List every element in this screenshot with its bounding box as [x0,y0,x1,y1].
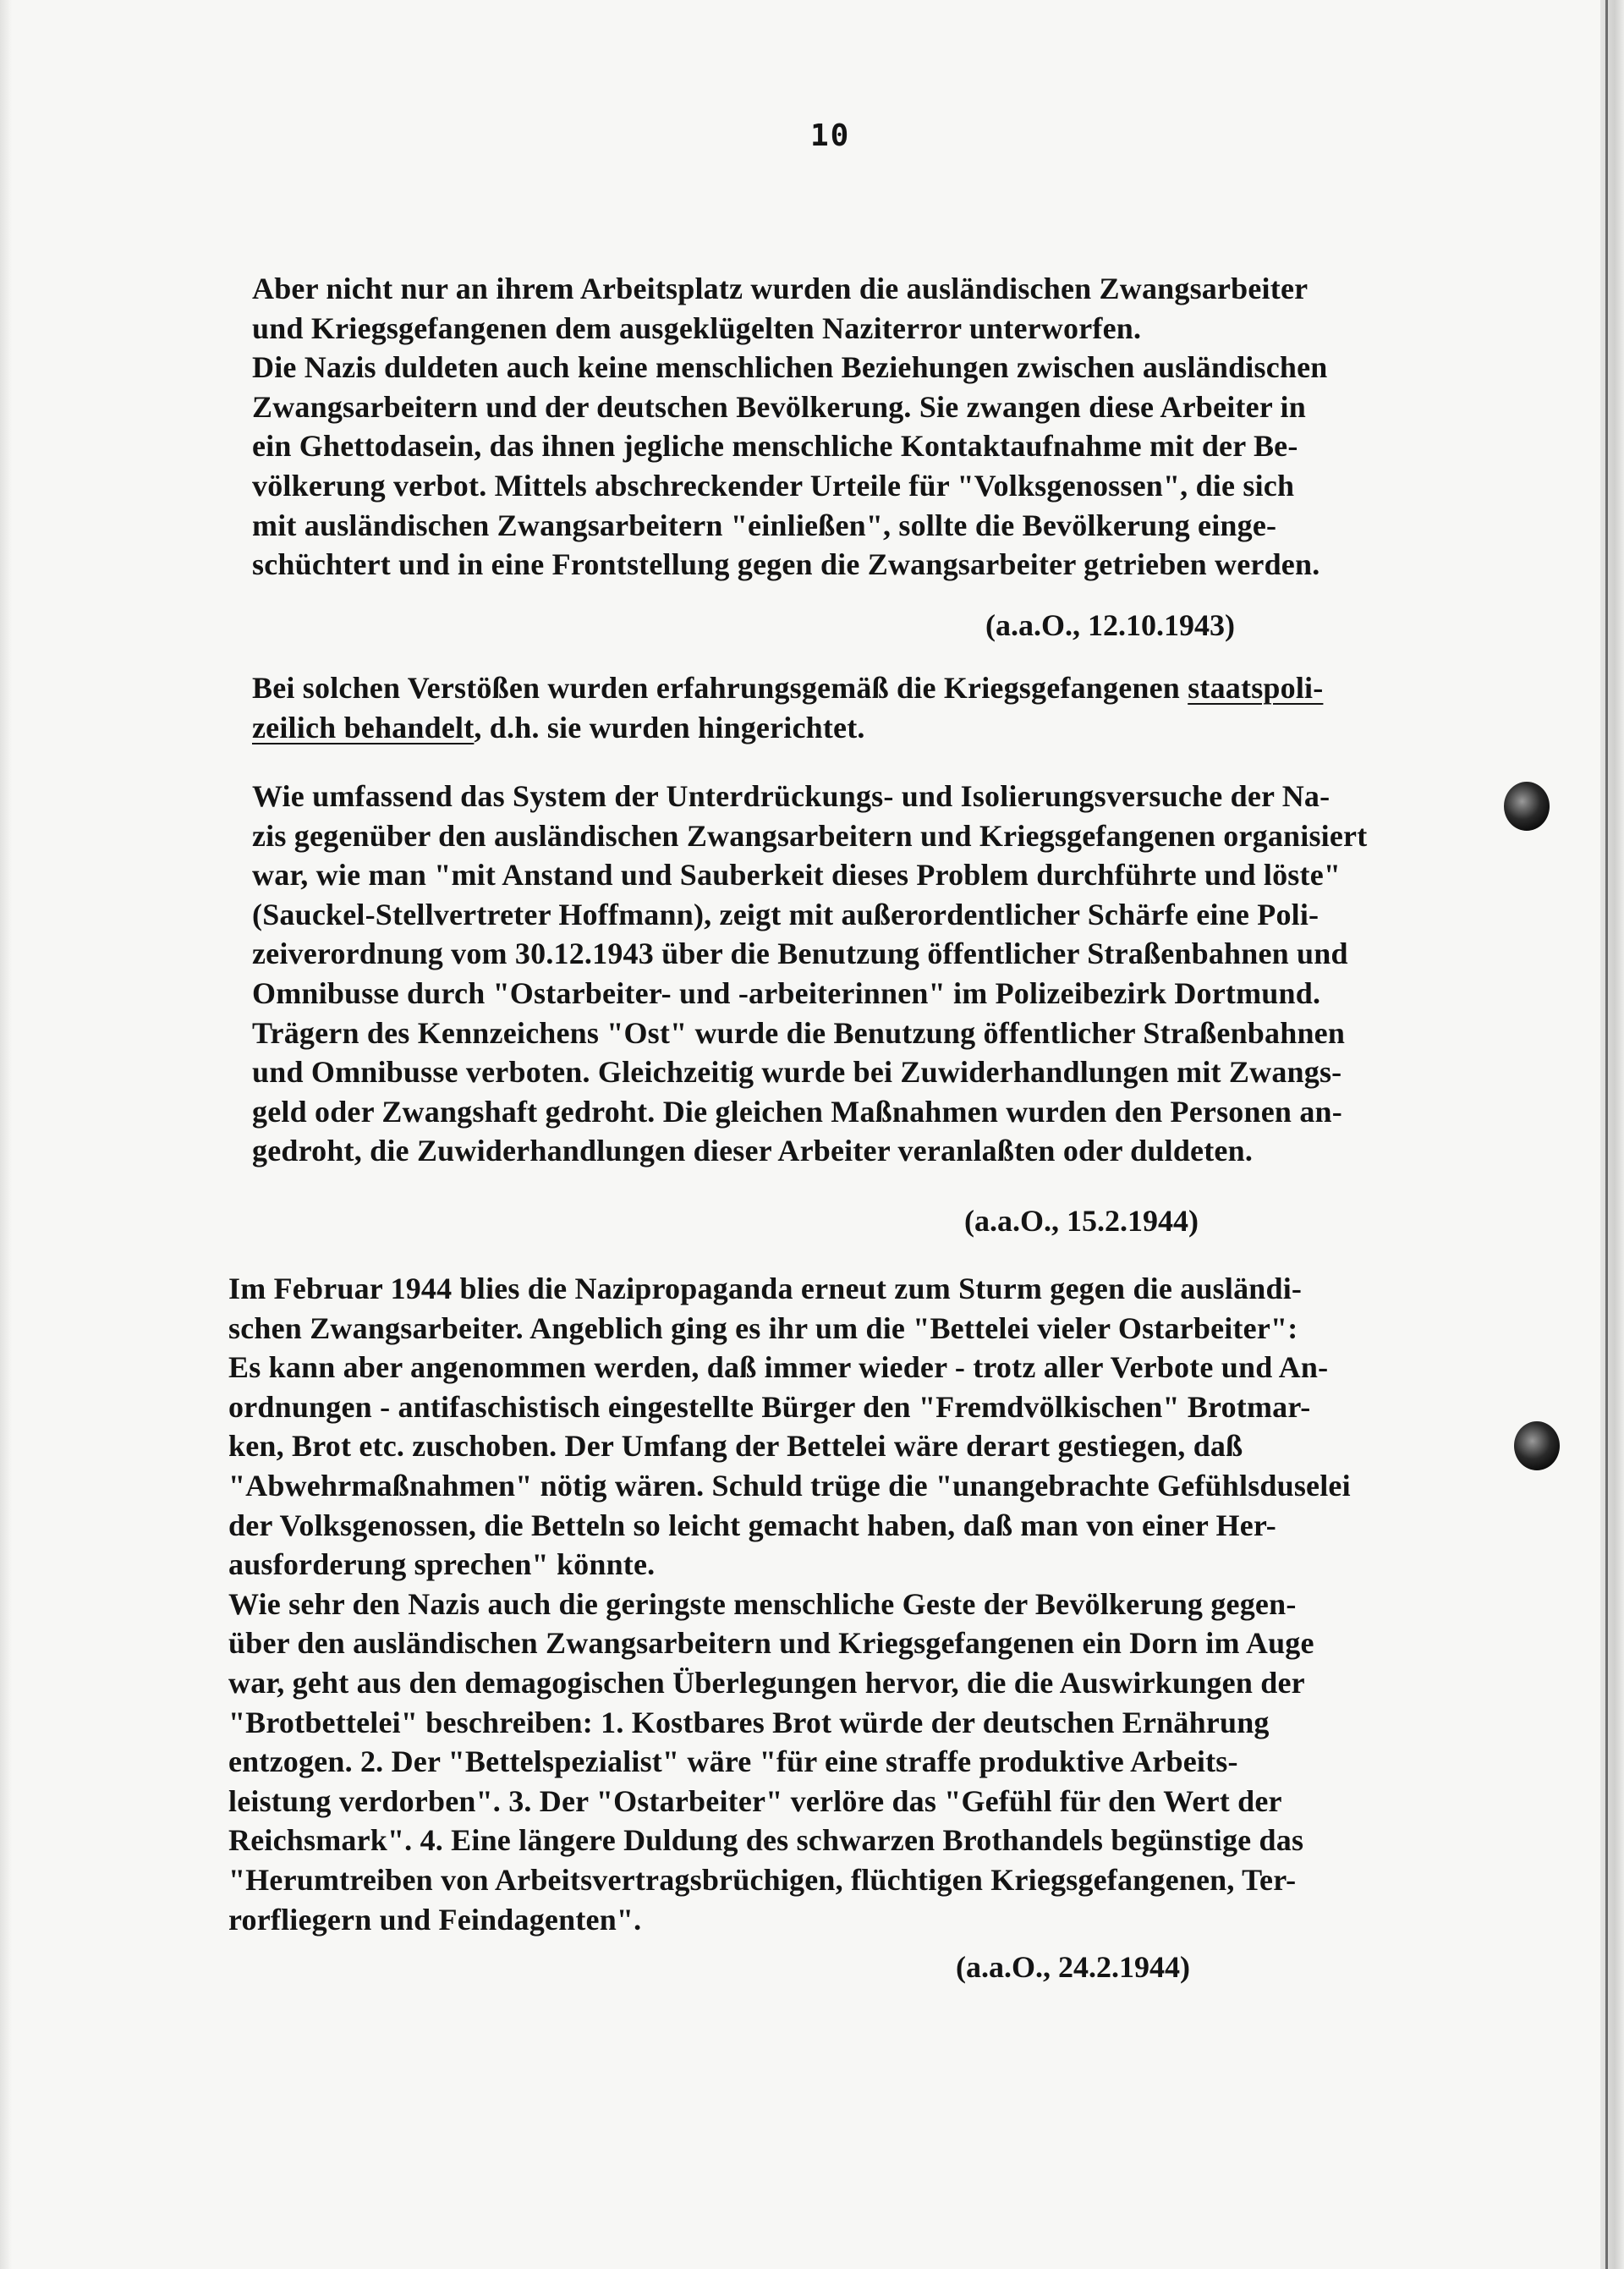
text-line: Aber nicht nur an ihrem Arbeitsplatz wurden die ausländischen Zwangsarbeiter [252,272,1309,305]
text-segment: Bei solchen Verstößen wurden erfahrungsgemäß die Kriegsgefangenen [252,671,1188,705]
text-line [252,708,1323,748]
text-line: Es kann aber angenommen werden, daß immer wieder - trotz aller Verbote und An- [228,1350,1329,1385]
text-line: Reichsmark". 4. Eine längere Duldung des schwarzen Brothandels begünstige das [228,1823,1304,1858]
underlined-phrase: zeilich behandelt [252,710,475,744]
paragraph-forced-labor-terror [252,269,1328,585]
text-line: Wie sehr den Nazis auch die geringste menschliche Geste der Bevölkerung gegen- [228,1586,1297,1621]
text-line: leistung verdorben". 3. Der "Ostarbeiter" verlöre das "Gefühl für den Wert der [228,1783,1282,1818]
page-number: 10 [810,118,851,153]
paragraph-executions [252,668,1323,747]
text-line: und Kriegsgefangenen dem ausgeklügelten Naziterror unterworfen. [252,310,1142,345]
text-line: ausforderung sprechen" könnte. [228,1547,656,1582]
text-line: Im Februar 1944 blies die Nazipropaganda erneut zum Sturm gegen die ausländi- [228,1272,1303,1305]
text-line: mit ausländischen Zwangsarbeitern "einließen", sollte die Bevölkerung einge- [252,508,1277,542]
text-line: "Herumtreiben von Arbeitsvertragsbrüchigen, flüchtigen Kriegsgefangenen, Ter- [228,1862,1297,1897]
paragraph-police-ordinance [252,777,1367,1171]
text-line: war, geht aus den demagogischen Überlegungen hervor, die die Auswirkungen der [228,1665,1305,1700]
text-line: war, wie man "mit Anstand und Sauberkeit dieses Problem durchführte und löste" [252,858,1341,893]
text-line [252,668,1323,708]
text-line: schen Zwangsarbeiter. Angeblich ging es ihr um die "Bettelei vieler Ostarbeiter": [228,1310,1298,1345]
text-line: zeiverordnung vom 30.12.1943 über die Benutzung öffentlicher Straßenbahnen und [252,937,1348,971]
text-segment: , d.h. sie wurden hingerichtet. [474,710,865,744]
text-line: zis gegenüber den ausländischen Zwangsarbeitern und Kriegsgefangenen organisiert [252,818,1368,853]
text-line: (Sauckel-Stellvertreter Hoffmann), zeigt mit außerordentlicher Schärfe eine Poli- [252,897,1320,931]
text-line: "Abwehrmaßnahmen" nötig wären. Schuld trüge die "unangebrachte Gefühlsduselei [228,1468,1351,1503]
text-line: ein Ghettodasein, das ihnen jegliche menschliche Kontaktaufnahme mit der Be- [252,429,1298,464]
citation-1943: (a.a.O., 12.10.1943) [985,608,1235,642]
text-line: über den ausländischen Zwangsarbeitern und Kriegsgefangenen ein Dorn im Auge [228,1626,1314,1661]
citation-1944-feb-15: (a.a.O., 15.2.1944) [964,1204,1199,1238]
scan-right-edge [1600,0,1624,2269]
scan-left-edge [0,0,12,2269]
text-line: Wie umfassend das System der Unterdrückungs- und Isolierungsversuche der Na- [252,779,1330,813]
text-line: schüchtert und in eine Frontstellung gegen die Zwangsarbeiter getrieben werden. [252,547,1320,582]
text-line: ordnungen - antifaschistisch eingestellte Bürger den "Fremdvölkischen" Brotmar- [228,1389,1311,1424]
text-line: rorfliegern und Feindagenten". [228,1902,642,1937]
text-line: ken, Brot etc. zuschoben. Der Umfang der Bettelei wäre derart gestiegen, daß [228,1429,1243,1464]
text-line: Omnibusse durch "Ostarbeiter- und -arbeiterinnen" im Polizeibezirk Dortmund. [252,975,1321,1010]
text-line: völkerung verbot. Mittels abschreckender Urteile für "Volksgenossen", die sich [252,468,1295,503]
underlined-phrase: staatspoli- [1188,671,1324,705]
text-line: Zwangsarbeitern und der deutschen Bevölkerung. Sie zwangen diese Arbeiter in [252,389,1306,424]
text-line: entzogen. 2. Der "Bettelspezialist" wäre "für eine straffe produktive Arbeits- [228,1744,1238,1779]
paragraph-propaganda-bread [228,1269,1351,1939]
punch-hole-upper [1504,782,1550,831]
text-line: gedroht, die Zuwiderhandlungen dieser Arbeiter veranlaßten oder duldeten. [252,1134,1254,1168]
text-line: und Omnibusse verboten. Gleichzeitig wurde bei Zuwiderhandlungen mit Zwangs- [252,1055,1342,1090]
text-line: Trägern des Kennzeichens "Ost" wurde die Benutzung öffentlicher Straßenbahnen [252,1015,1346,1050]
text-line: der Volksgenossen, die Betteln so leicht gemacht haben, daß man von einer Her- [228,1508,1276,1542]
punch-hole-lower [1514,1421,1560,1470]
citation-1944-feb-24: (a.a.O., 24.2.1944) [956,1950,1190,1984]
text-line: "Brotbettelei" beschreiben: 1. Kostbares Brot würde der deutschen Ernährung [228,1705,1270,1739]
text-line: geld oder Zwangshaft gedroht. Die gleichen Maßnahmen wurden den Personen an- [252,1094,1342,1129]
text-line: Die Nazis duldeten auch keine menschlichen Beziehungen zwischen ausländischen [252,350,1328,385]
